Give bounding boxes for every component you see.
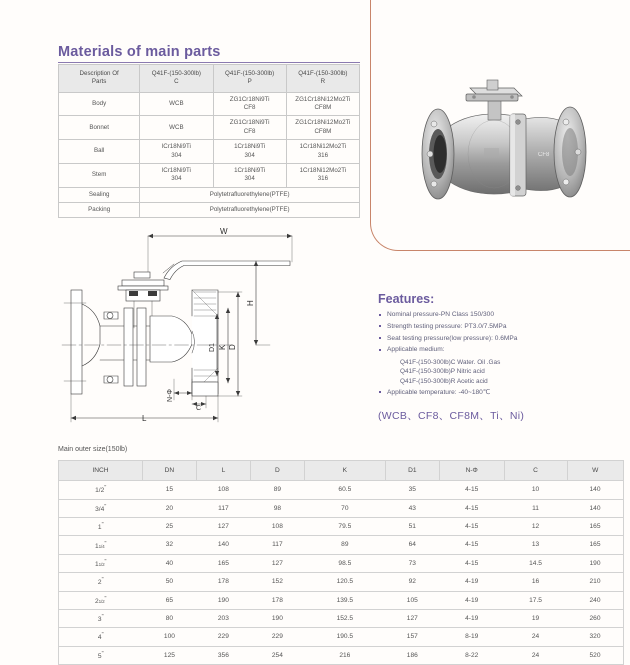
list-item: Q41F-(150-300lb)P Nitric acid: [400, 368, 485, 376]
material-p-l2: 304: [244, 151, 255, 159]
dim-cell-k: 152.5: [304, 609, 385, 627]
dim-cell-dn: 25: [142, 518, 196, 536]
material-part-name: Ball: [59, 140, 140, 164]
dim-cell-d: 98: [250, 499, 304, 517]
material-r-l1: ZG1Cr18Ni12Mo2Ti: [295, 95, 351, 103]
dim-cell-c: 16: [504, 573, 567, 591]
features-list: [378, 311, 626, 355]
dim-cell-l: 203: [196, 609, 250, 627]
table-row: [59, 628, 624, 646]
dimension-label-d: D: [228, 344, 237, 350]
dim-cell-l: 127: [196, 518, 250, 536]
materials-col-part: [59, 65, 140, 93]
material-p-l2: CF8: [243, 104, 256, 112]
table-row: [59, 187, 360, 202]
features-block: [378, 292, 626, 423]
table-row: [59, 92, 360, 116]
material-part-name: Packing: [59, 202, 140, 217]
material-value-r: [286, 116, 359, 140]
dim-cell-c: 24: [504, 646, 567, 664]
material-value-p: [213, 116, 286, 140]
material-c-l1: lCr18Ni9Ti: [161, 143, 191, 151]
dim-cell-w: 140: [567, 481, 623, 499]
materials-col-p-l2: P: [247, 78, 252, 86]
table-row: [59, 481, 624, 499]
dim-cell-k: 79.5: [304, 518, 385, 536]
dim-cell-inch: 3": [59, 609, 143, 627]
material-part-name: Sealing: [59, 187, 140, 202]
dimension-label-l: L: [142, 414, 147, 423]
table-row: [59, 518, 624, 536]
dim-col-d: D: [250, 461, 304, 481]
material-c-l2: 304: [171, 151, 182, 159]
dim-cell-k: 120.5: [304, 573, 385, 591]
dim-cell-d1: 92: [385, 573, 439, 591]
table-row: [59, 202, 360, 217]
material-c-l1: WCB: [169, 99, 184, 107]
dim-cell-d1: 157: [385, 628, 439, 646]
dim-cell-d: 229: [250, 628, 304, 646]
materials-header-row: [59, 65, 360, 93]
dim-cell-k: 60.5: [304, 481, 385, 499]
materials-col-p: [213, 65, 286, 93]
dim-cell-l: 117: [196, 499, 250, 517]
table-row: [59, 573, 624, 591]
dim-cell-inch: 11/2": [59, 554, 143, 572]
dim-cell-k: 70: [304, 499, 385, 517]
materials-col-r: [286, 65, 359, 93]
valve-dimension-drawing: [60, 228, 360, 426]
dim-cell-c: 24: [504, 628, 567, 646]
dim-cell-inch: 5": [59, 646, 143, 664]
dimension-table-body: [59, 481, 624, 665]
dim-cell-dn: 65: [142, 591, 196, 609]
dim-cell-d: 117: [250, 536, 304, 554]
material-value-r: [286, 163, 359, 187]
table-row: [59, 163, 360, 187]
dimension-header-row: [59, 461, 624, 481]
dim-cell-c: 12: [504, 518, 567, 536]
dimension-label-h: H: [246, 300, 255, 306]
material-p-l1: 1Cr18Ni9Ti: [234, 166, 266, 174]
dim-cell-w: 260: [567, 609, 623, 627]
dim-cell-dn: 80: [142, 609, 196, 627]
material-r-l2: CF8M: [314, 104, 332, 112]
dim-cell-d: 152: [250, 573, 304, 591]
material-r-l2: 316: [317, 175, 329, 183]
material-p-l2: CF8: [243, 127, 256, 135]
table-row: [59, 140, 360, 164]
svg-text:CF8: CF8: [538, 152, 550, 158]
dim-cell-w: 140: [567, 499, 623, 517]
dimension-table-caption: Main outer size(150lb): [58, 446, 128, 453]
material-p-l1: ZG1Cr18Ni9Ti: [229, 95, 270, 103]
material-value-merged: Polytetrafluorethylene(PTFE): [140, 187, 360, 202]
material-r-l2: CF8M: [314, 127, 332, 135]
dim-cell-inch: 1": [59, 518, 143, 536]
dim-cell-c: 19: [504, 609, 567, 627]
dim-cell-k: 89: [304, 536, 385, 554]
dim-cell-d1: 186: [385, 646, 439, 664]
table-row: [59, 499, 624, 517]
dim-cell-k: 98.5: [304, 554, 385, 572]
dimension-label-d1: D1: [209, 343, 216, 352]
dim-cell-dn: 20: [142, 499, 196, 517]
dim-cell-l: 140: [196, 536, 250, 554]
dim-cell-d: 89: [250, 481, 304, 499]
material-r-l1: 1Cr18Ni12Mo2Ti: [299, 166, 347, 174]
dim-col-c: C: [504, 461, 567, 481]
dim-cell-d1: 127: [385, 609, 439, 627]
dim-cell-n-phi: 4-15: [439, 499, 504, 517]
dim-cell-n-phi: 4-15: [439, 536, 504, 554]
material-r-l1: 1Cr18Ni12Mo2Ti: [299, 143, 347, 151]
dim-cell-k: 139.5: [304, 591, 385, 609]
dim-cell-d1: 35: [385, 481, 439, 499]
dim-cell-inch: 11/4": [59, 536, 143, 554]
alloy-materials-line: (WCB、CF8、CF8M、Ti、Ni): [378, 410, 525, 423]
materials-col-part-l2: Parts: [91, 78, 107, 86]
materials-table: [58, 64, 360, 218]
dim-cell-n-phi: 8-22: [439, 646, 504, 664]
materials-col-p-l1: Q41F-(150-300lb): [225, 70, 275, 77]
dim-cell-inch: 1/2": [59, 481, 143, 499]
dim-cell-inch: 4": [59, 628, 143, 646]
dim-cell-inch: 3/4": [59, 499, 143, 517]
dim-cell-w: 320: [567, 628, 623, 646]
table-row: [59, 591, 624, 609]
list-item: Applicable medium:: [378, 346, 626, 355]
dim-col-d1: D1: [385, 461, 439, 481]
dim-cell-w: 520: [567, 646, 623, 664]
dim-cell-w: 240: [567, 591, 623, 609]
dim-cell-c: 17.5: [504, 591, 567, 609]
dim-col-inch: INCH: [59, 461, 143, 481]
dim-cell-d1: 43: [385, 499, 439, 517]
materials-section-title: Materials of main parts: [58, 44, 221, 60]
dim-cell-c: 11: [504, 499, 567, 517]
material-value-p: [213, 140, 286, 164]
dim-cell-n-phi: 4-19: [439, 591, 504, 609]
dim-cell-l: 178: [196, 573, 250, 591]
dim-cell-w: 190: [567, 554, 623, 572]
dim-cell-dn: 32: [142, 536, 196, 554]
material-value-p: [213, 92, 286, 116]
list-item: Q41F-(150-300lb)C Water. Oil .Gas: [400, 359, 501, 366]
dimension-table: [58, 460, 624, 665]
material-r-l2: 316: [317, 151, 329, 159]
material-value-c: [140, 140, 213, 164]
dim-cell-k: 190.5: [304, 628, 385, 646]
dim-col-k: K: [304, 461, 385, 481]
material-c-l1: lCr18Ni9Ti: [161, 166, 191, 174]
material-value-p: [213, 163, 286, 187]
dim-cell-dn: 100: [142, 628, 196, 646]
list-item: Seat testing pressure(low pressure): 0.6MPa: [378, 335, 626, 344]
dim-cell-n-phi: 4-15: [439, 554, 504, 572]
dim-cell-dn: 125: [142, 646, 196, 664]
list-item: Applicable temperature: -40~180℃: [378, 389, 626, 398]
features-list-temperature: [378, 389, 626, 398]
material-value-merged: Polytetrafluorethylene(PTFE): [140, 202, 360, 217]
dim-cell-dn: 40: [142, 554, 196, 572]
material-value-c: [140, 92, 213, 116]
table-row: [59, 646, 624, 664]
material-p-l1: 1Cr18Ni9Ti: [234, 143, 266, 151]
dim-cell-c: 14.5: [504, 554, 567, 572]
dim-cell-w: 165: [567, 536, 623, 554]
dim-col-n-phi: N-Φ: [439, 461, 504, 481]
table-row: [59, 554, 624, 572]
dim-cell-n-phi: 4-19: [439, 573, 504, 591]
material-c-l2: 304: [171, 175, 182, 183]
dim-col-dn: DN: [142, 461, 196, 481]
dim-cell-l: 108: [196, 481, 250, 499]
dim-cell-c: 10: [504, 481, 567, 499]
dim-cell-d: 178: [250, 591, 304, 609]
dim-cell-d1: 105: [385, 591, 439, 609]
dim-cell-dn: 15: [142, 481, 196, 499]
table-row: [59, 609, 624, 627]
dimension-label-k: K: [218, 344, 227, 350]
dim-cell-n-phi: 4-15: [439, 518, 504, 536]
materials-col-c: [140, 65, 213, 93]
dim-cell-w: 165: [567, 518, 623, 536]
applicable-medium-list: [378, 358, 626, 386]
features-title: Features:: [378, 292, 435, 306]
dim-cell-w: 210: [567, 573, 623, 591]
table-row: [59, 536, 624, 554]
dim-cell-inch: 2": [59, 573, 143, 591]
dim-cell-k: 216: [304, 646, 385, 664]
materials-title-underline: [58, 62, 360, 63]
materials-col-c-l1: Q41F-(150-300lb): [151, 70, 201, 77]
dim-cell-c: 13: [504, 536, 567, 554]
materials-col-c-l2: C: [174, 78, 179, 86]
list-item: Nominal pressure-PN Class 150/300: [378, 311, 626, 320]
dim-cell-l: 165: [196, 554, 250, 572]
dimension-label-w: W: [220, 228, 228, 236]
dim-cell-dn: 50: [142, 573, 196, 591]
dim-cell-inch: 21/2": [59, 591, 143, 609]
dim-cell-n-phi: 4-19: [439, 609, 504, 627]
list-item: Q41F-(150-300lb)R Acetic acid: [400, 377, 488, 385]
list-item: Strength testing pressure: PT3.0/7.5MPa: [378, 323, 626, 332]
dim-cell-d1: 51: [385, 518, 439, 536]
material-p-l2: 304: [244, 175, 255, 183]
dim-cell-d1: 64: [385, 536, 439, 554]
material-c-l1: WCB: [169, 123, 184, 131]
material-r-l1: ZG1Cr18Ni12Mo2Ti: [295, 119, 351, 127]
dim-cell-l: 356: [196, 646, 250, 664]
material-value-c: [140, 116, 213, 140]
dim-col-w: W: [567, 461, 623, 481]
material-value-r: [286, 92, 359, 116]
materials-col-r-l2: R: [320, 78, 326, 86]
dim-cell-l: 190: [196, 591, 250, 609]
dim-cell-d: 127: [250, 554, 304, 572]
ball-valve-product-photo: [388, 68, 624, 240]
material-part-name: Bonnet: [59, 116, 140, 140]
material-part-name: Stem: [59, 163, 140, 187]
dimension-label-n-phi: N-Φ: [167, 389, 174, 402]
dim-cell-d: 254: [250, 646, 304, 664]
table-row: [59, 116, 360, 140]
dim-cell-d: 190: [250, 609, 304, 627]
dim-cell-d: 108: [250, 518, 304, 536]
dimension-label-c: C: [196, 405, 202, 412]
material-value-c: [140, 163, 213, 187]
dim-cell-d1: 73: [385, 554, 439, 572]
material-p-l1: ZG1Cr18Ni9Ti: [229, 119, 270, 127]
material-part-name: Body: [59, 92, 140, 116]
dim-cell-n-phi: 4-15: [439, 481, 504, 499]
dim-cell-n-phi: 8-19: [439, 628, 504, 646]
materials-col-part-l1: Description Of: [79, 70, 119, 77]
material-value-r: [286, 140, 359, 164]
materials-col-r-l1: Q41F-(150-300lb): [298, 70, 348, 77]
dim-cell-l: 229: [196, 628, 250, 646]
dim-col-l: L: [196, 461, 250, 481]
